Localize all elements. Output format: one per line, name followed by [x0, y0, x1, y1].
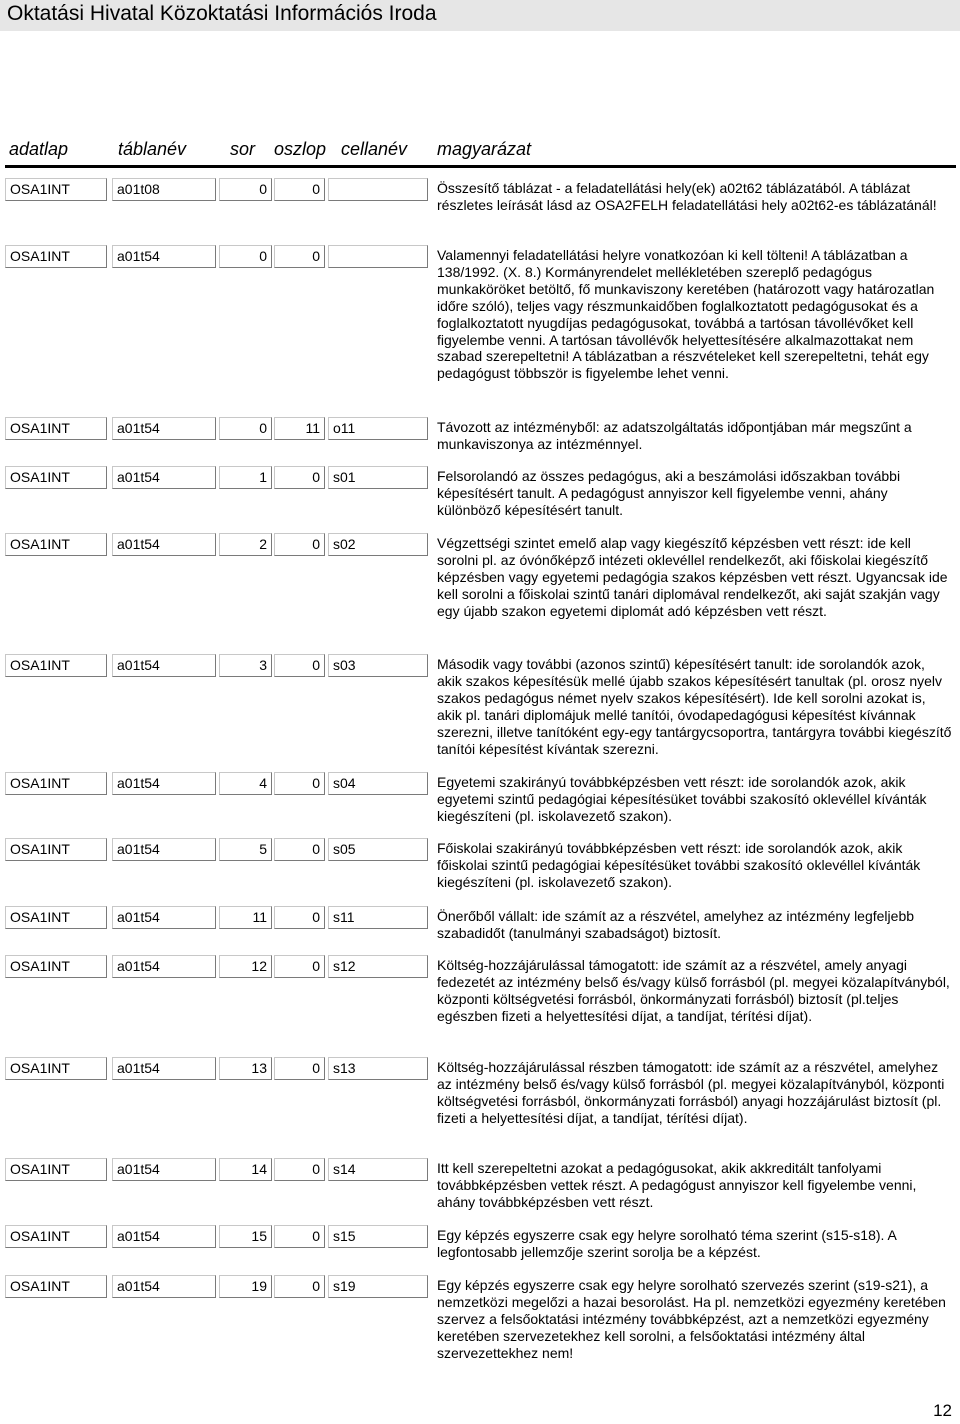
column-header-magyarazat: magyarázat: [437, 139, 532, 159]
tablanev-cell: a01t54: [112, 838, 216, 861]
tablanev-cell: a01t54: [112, 1225, 216, 1248]
sor-cell: 4: [219, 772, 272, 795]
cellanev-cell: s03: [328, 654, 428, 677]
tablanev-cell: a01t54: [112, 417, 216, 440]
oszlop-cell: 0: [274, 654, 325, 677]
tablanev-cell: a01t54: [112, 772, 216, 795]
explanation-text: Második vagy további (azonos szintű) képesítésért tanult: ide sorolandók azok, akik szakos képesítésük mellé újabb szakos képesítésért tanultak (pl. orosz nyelv szakos pedagógus német nyelv szakos képesítésért). Ide kell sorolni azokat is, akik pl. tanári diplomájuk mellé tanítói, óvodapedagógusi képesítést kívánnak szerezni, illetve tanítóként egy-egy tantárgycsoportra, tantárgyra további kiegészítő tanítói képesítést kívántak szerezni.: [437, 656, 952, 757]
oszlop-cell: 0: [274, 906, 325, 929]
adatlap-cell: OSA1INT: [5, 838, 107, 861]
column-header-adatlap: adatlap: [9, 139, 69, 159]
column-header-sor: sor: [230, 139, 256, 159]
cellanev-cell: s02: [328, 533, 428, 556]
explanation-text: Távozott az intézményből: az adatszolgáltatás időpontjában már megszűnt a munkaviszonya az intézménnyel.: [437, 419, 912, 452]
cellanev-cell: s04: [328, 772, 428, 795]
tablanev-cell: a01t54: [112, 955, 216, 978]
explanation-text: Költség-hozzájárulással részben támogatott: ide számít az a részvétel, amelyhez az intézmény belső és/vagy külső forrásból (pl. megyei közalapítványból, központi költségvetési forrásból, önkormányzati forrásból) anyagi hozzájárulást biztosít (pl. fizeti a helyettesítési díjat, a tandíjat, térítési díjat).: [437, 1059, 945, 1126]
oszlop-cell: 0: [274, 1225, 325, 1248]
adatlap-cell: OSA1INT: [5, 1225, 107, 1248]
page-number: 12: [933, 1401, 952, 1420]
explanation-text: Itt kell szerepeltetni azokat a pedagógusokat, akik akkreditált tanfolyami továbbképzésben vettek részt. A pedagógust annyiszor kell figyelembe venni, ahány továbbképzésben vett részt.: [437, 1160, 917, 1210]
tablanev-cell: a01t08: [112, 178, 216, 201]
sor-cell: 2: [219, 533, 272, 556]
sor-cell: 14: [219, 1158, 272, 1181]
adatlap-cell: OSA1INT: [5, 245, 107, 268]
cellanev-cell: o11: [328, 417, 428, 440]
adatlap-cell: OSA1INT: [5, 1057, 107, 1080]
oszlop-cell: 0: [274, 466, 325, 489]
tablanev-cell: a01t54: [112, 1057, 216, 1080]
sor-cell: 13: [219, 1057, 272, 1080]
sor-cell: 1: [219, 466, 272, 489]
cellanev-cell: s15: [328, 1225, 428, 1248]
cellanev-cell: [328, 245, 428, 268]
header-divider: [5, 165, 956, 168]
column-header-tablanev: táblanév: [118, 139, 187, 159]
sor-cell: 15: [219, 1225, 272, 1248]
oszlop-cell: 0: [274, 533, 325, 556]
explanation-text: Főiskolai szakirányú továbbképzésben vett részt: ide sorolandók azok, akik főiskolai szintű pedagógiai képesítésüket további szakosító oklevéllel kívánták kiegészíteni (pl. iskolavezető szakon).: [437, 840, 921, 890]
cellanev-cell: s19: [328, 1275, 428, 1298]
adatlap-cell: OSA1INT: [5, 178, 107, 201]
tablanev-cell: a01t54: [112, 1275, 216, 1298]
adatlap-cell: OSA1INT: [5, 466, 107, 489]
oszlop-cell: 0: [274, 838, 325, 861]
tablanev-cell: a01t54: [112, 906, 216, 929]
tablanev-cell: a01t54: [112, 533, 216, 556]
cellanev-cell: [328, 178, 428, 201]
adatlap-cell: OSA1INT: [5, 772, 107, 795]
cellanev-cell: s05: [328, 838, 428, 861]
adatlap-cell: OSA1INT: [5, 955, 107, 978]
sor-cell: 12: [219, 955, 272, 978]
sor-cell: 3: [219, 654, 272, 677]
page-title: Oktatási Hivatal Közoktatási Információs Iroda: [7, 2, 437, 25]
adatlap-cell: OSA1INT: [5, 1275, 107, 1298]
cellanev-cell: s13: [328, 1057, 428, 1080]
cellanev-cell: s14: [328, 1158, 428, 1181]
oszlop-cell: 0: [274, 1158, 325, 1181]
sor-cell: 0: [219, 417, 272, 440]
adatlap-cell: OSA1INT: [5, 533, 107, 556]
explanation-text: Egy képzés egyszerre csak egy helyre sorolható téma szerint (s15-s18). A legfontosabb jellemzője szerint sorolja be a képzést.: [437, 1227, 897, 1260]
cellanev-cell: s11: [328, 906, 428, 929]
sor-cell: 0: [219, 245, 272, 268]
oszlop-cell: 0: [274, 1275, 325, 1298]
sor-cell: 0: [219, 178, 272, 201]
explanation-text: Egy képzés egyszerre csak egy helyre sorolható szervezés szerint (s19-s21), a nemzetközi megelőzi a hazai besorolást. Ha pl. nemzetközi egyezmény keretében szervez a felsőoktatási intézmény továbbképzést, azt a nemzetközi egyezmény keretében szervezetekhez kell sorolni, a felsőoktatási intézmény által szervezettekhez nem!: [437, 1277, 946, 1361]
explanation-text: Önerőből vállalt: ide számít az a részvétel, amelyhez az intézmény legfeljebb szabadidőt (tanulmányi szabadságot) biztosít.: [437, 908, 915, 941]
oszlop-cell: 0: [274, 772, 325, 795]
tablanev-cell: a01t54: [112, 245, 216, 268]
adatlap-cell: OSA1INT: [5, 654, 107, 677]
column-header-oszlop: oszlop: [274, 139, 327, 159]
explanation-text: Végzettségi szintet emelő alap vagy kiegészítő képzésben vett részt: ide kell sorolni pl. az óvónőképző intézeti oklevéllel rendelkezőt, aki főiskolai kiegészítő képzésben vagy egyetemi pedagógia szakos képzésben vett részt. Ugyancsak ide kell sorolni a főiskolai szintű tanári diplomával rendelkezőt, aki saját szakján vagy egy újabb szakon egyetemi diplomát adó képzésben vett részt.: [437, 535, 948, 619]
column-header-cellanev: cellanév: [341, 139, 408, 159]
explanation-text: Költség-hozzájárulással támogatott: ide számít az a részvétel, amely anyagi fedezetét az intézmény belső és/vagy külső forrásból (pl. megyei közalapítványból, központi költségvetési forrásból, önkormányzati forrásból) biztosít (pl.teljes egészben fizeti a helyettesítési díjat, a tandíjat, térítési díjat).: [437, 957, 950, 1024]
tablanev-cell: a01t54: [112, 466, 216, 489]
adatlap-cell: OSA1INT: [5, 1158, 107, 1181]
tablanev-cell: a01t54: [112, 654, 216, 677]
sor-cell: 11: [219, 906, 272, 929]
adatlap-cell: OSA1INT: [5, 417, 107, 440]
explanation-text: Egyetemi szakirányú továbbképzésben vett részt: ide sorolandók azok, akik egyetemi szintű pedagógiai képesítésüket további szakosító oklevéllel kívánták kiegészíteni (pl. iskolavezető szakon).: [437, 774, 927, 824]
explanation-text: Valamennyi feladatellátási helyre vonatkozóan ki kell tölteni! A táblázatban a 138/1992. (X. 8.) Kormányrendelet mellékletében szereplő pedagógus munkaköröket betöltő, fő munkaviszony keretében (határozott vagy határozatlan időre szóló), teljes vagy részmunkaidőben foglalkoztatott pedagógusokat és a foglalkoztatott nyugdíjas pedagógusokat, továbbá a tartósan távollévőket kell figyelembe venni. A tartósan távollévők helyettesítésére alkalmazottakat nem szabad szerepeltetni! A táblázatban a részvételeket kell szerepeltetni, tehát egy pedagógust többször is figyelembe lehet venni.: [437, 247, 935, 382]
oszlop-cell: 0: [274, 245, 325, 268]
sor-cell: 19: [219, 1275, 272, 1298]
cellanev-cell: s12: [328, 955, 428, 978]
oszlop-cell: 11: [274, 417, 325, 440]
explanation-text: Összesítő táblázat - a feladatellátási hely(ek) a02t62 táblázatából. A táblázat részletes leírását lásd az OSA2FELH feladatellátási hely a02t62-es táblázatánál!: [437, 180, 937, 213]
cellanev-cell: s01: [328, 466, 428, 489]
oszlop-cell: 0: [274, 178, 325, 201]
adatlap-cell: OSA1INT: [5, 906, 107, 929]
oszlop-cell: 0: [274, 955, 325, 978]
explanation-text: Felsorolandó az összes pedagógus, aki a beszámolási időszakban további képesítésért tanult. A pedagógust annyiszor kell figyelembe venni, ahány különböző képesítésért tanult.: [437, 468, 901, 518]
tablanev-cell: a01t54: [112, 1158, 216, 1181]
header-banner: [0, 0, 960, 31]
oszlop-cell: 0: [274, 1057, 325, 1080]
sor-cell: 5: [219, 838, 272, 861]
